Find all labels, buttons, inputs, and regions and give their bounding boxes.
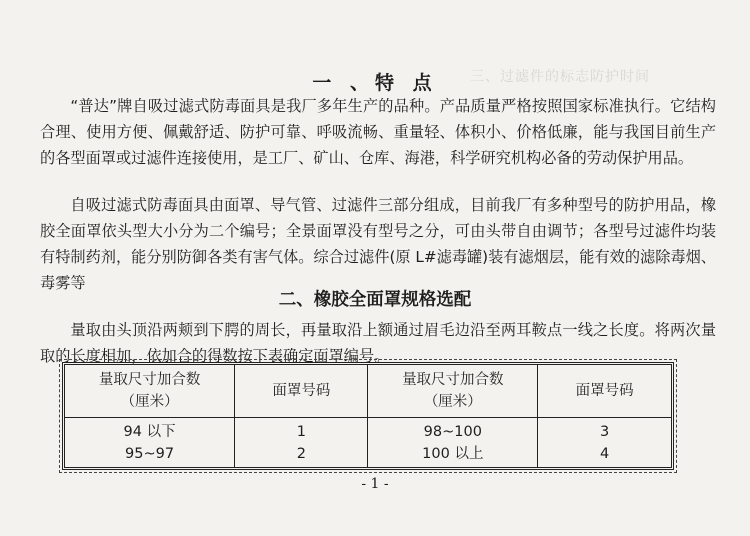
size-table-frame [62,362,674,470]
table-header-cell [65,365,235,418]
table-header-row [65,365,671,418]
section-heading-mask-sizing: 二、橡胶全面罩规格选配 [278,290,472,310]
cell-value: 100 以上 [422,445,484,462]
table-header-cell [235,365,368,418]
paragraph-intro: “普达”牌自吸过滤式防毒面具是我厂多年生产的品种。产品质量严格按照国家标准执行。它结构合理、使用方便、佩戴舒适、防护可靠、呼吸流畅、重量轻、体积小、价格低廉，能与我国目前生产的各型面罩或过滤件连接使用，是工厂、矿山、仓库、海港，科学研究机构必备的劳动保护用品。 [40,97,716,167]
cell-value: 94 以下 [123,423,176,440]
header-line2: （厘米） [120,394,179,410]
table-cell [368,418,538,468]
header-line1: 量取尺寸加合数 [402,372,504,388]
header-line2: （厘米） [423,394,482,410]
cell-value: 95~97 [125,445,175,462]
table-cell [235,418,368,468]
paragraph-composition: 自吸过滤式防毒面具由面罩、导气管、过滤件三部分组成，目前我厂有多种型号的防护用品，橡胶全面罩依头型大小分为二个编号；全景面罩没有型号之分，可由头带自由调节；各型号过滤件均装有特制药剂，能分别防御各类有害气体。综合过滤件(原 L#滤毒罐)装有滤烟层，能有效的滤除毒烟、毒雾等 [40,196,716,292]
cell-value: 4 [599,445,610,462]
size-table [65,365,671,467]
cell-value: 1 [296,423,306,440]
cell-value: 2 [296,445,306,462]
cell-value: 3 [599,423,610,440]
table-body-row [65,418,671,468]
bleed-through-text: 三、过滤件的标志防护时间 [470,69,650,85]
cell-value: 98~100 [423,423,482,440]
table-header-cell [368,365,538,418]
page-number: - 1 - [361,476,389,492]
table-header-cell [538,365,671,418]
paragraph-measurement: 量取由头顶沿两颊到下腭的周长，再量取沿上额通过眉毛边沿至两耳鞍点一线之长度。将两次量取的长度相加，依加合的得数按下表确定面罩编号。 [40,321,716,365]
header-line1: 量取尺寸加合数 [98,372,201,388]
table-cell [65,418,235,468]
table-cell [538,418,671,468]
header-line1: 面罩号码 [272,383,331,399]
section-heading-features: 一 、特 点 [312,72,438,94]
header-line1: 面罩号码 [575,383,634,399]
